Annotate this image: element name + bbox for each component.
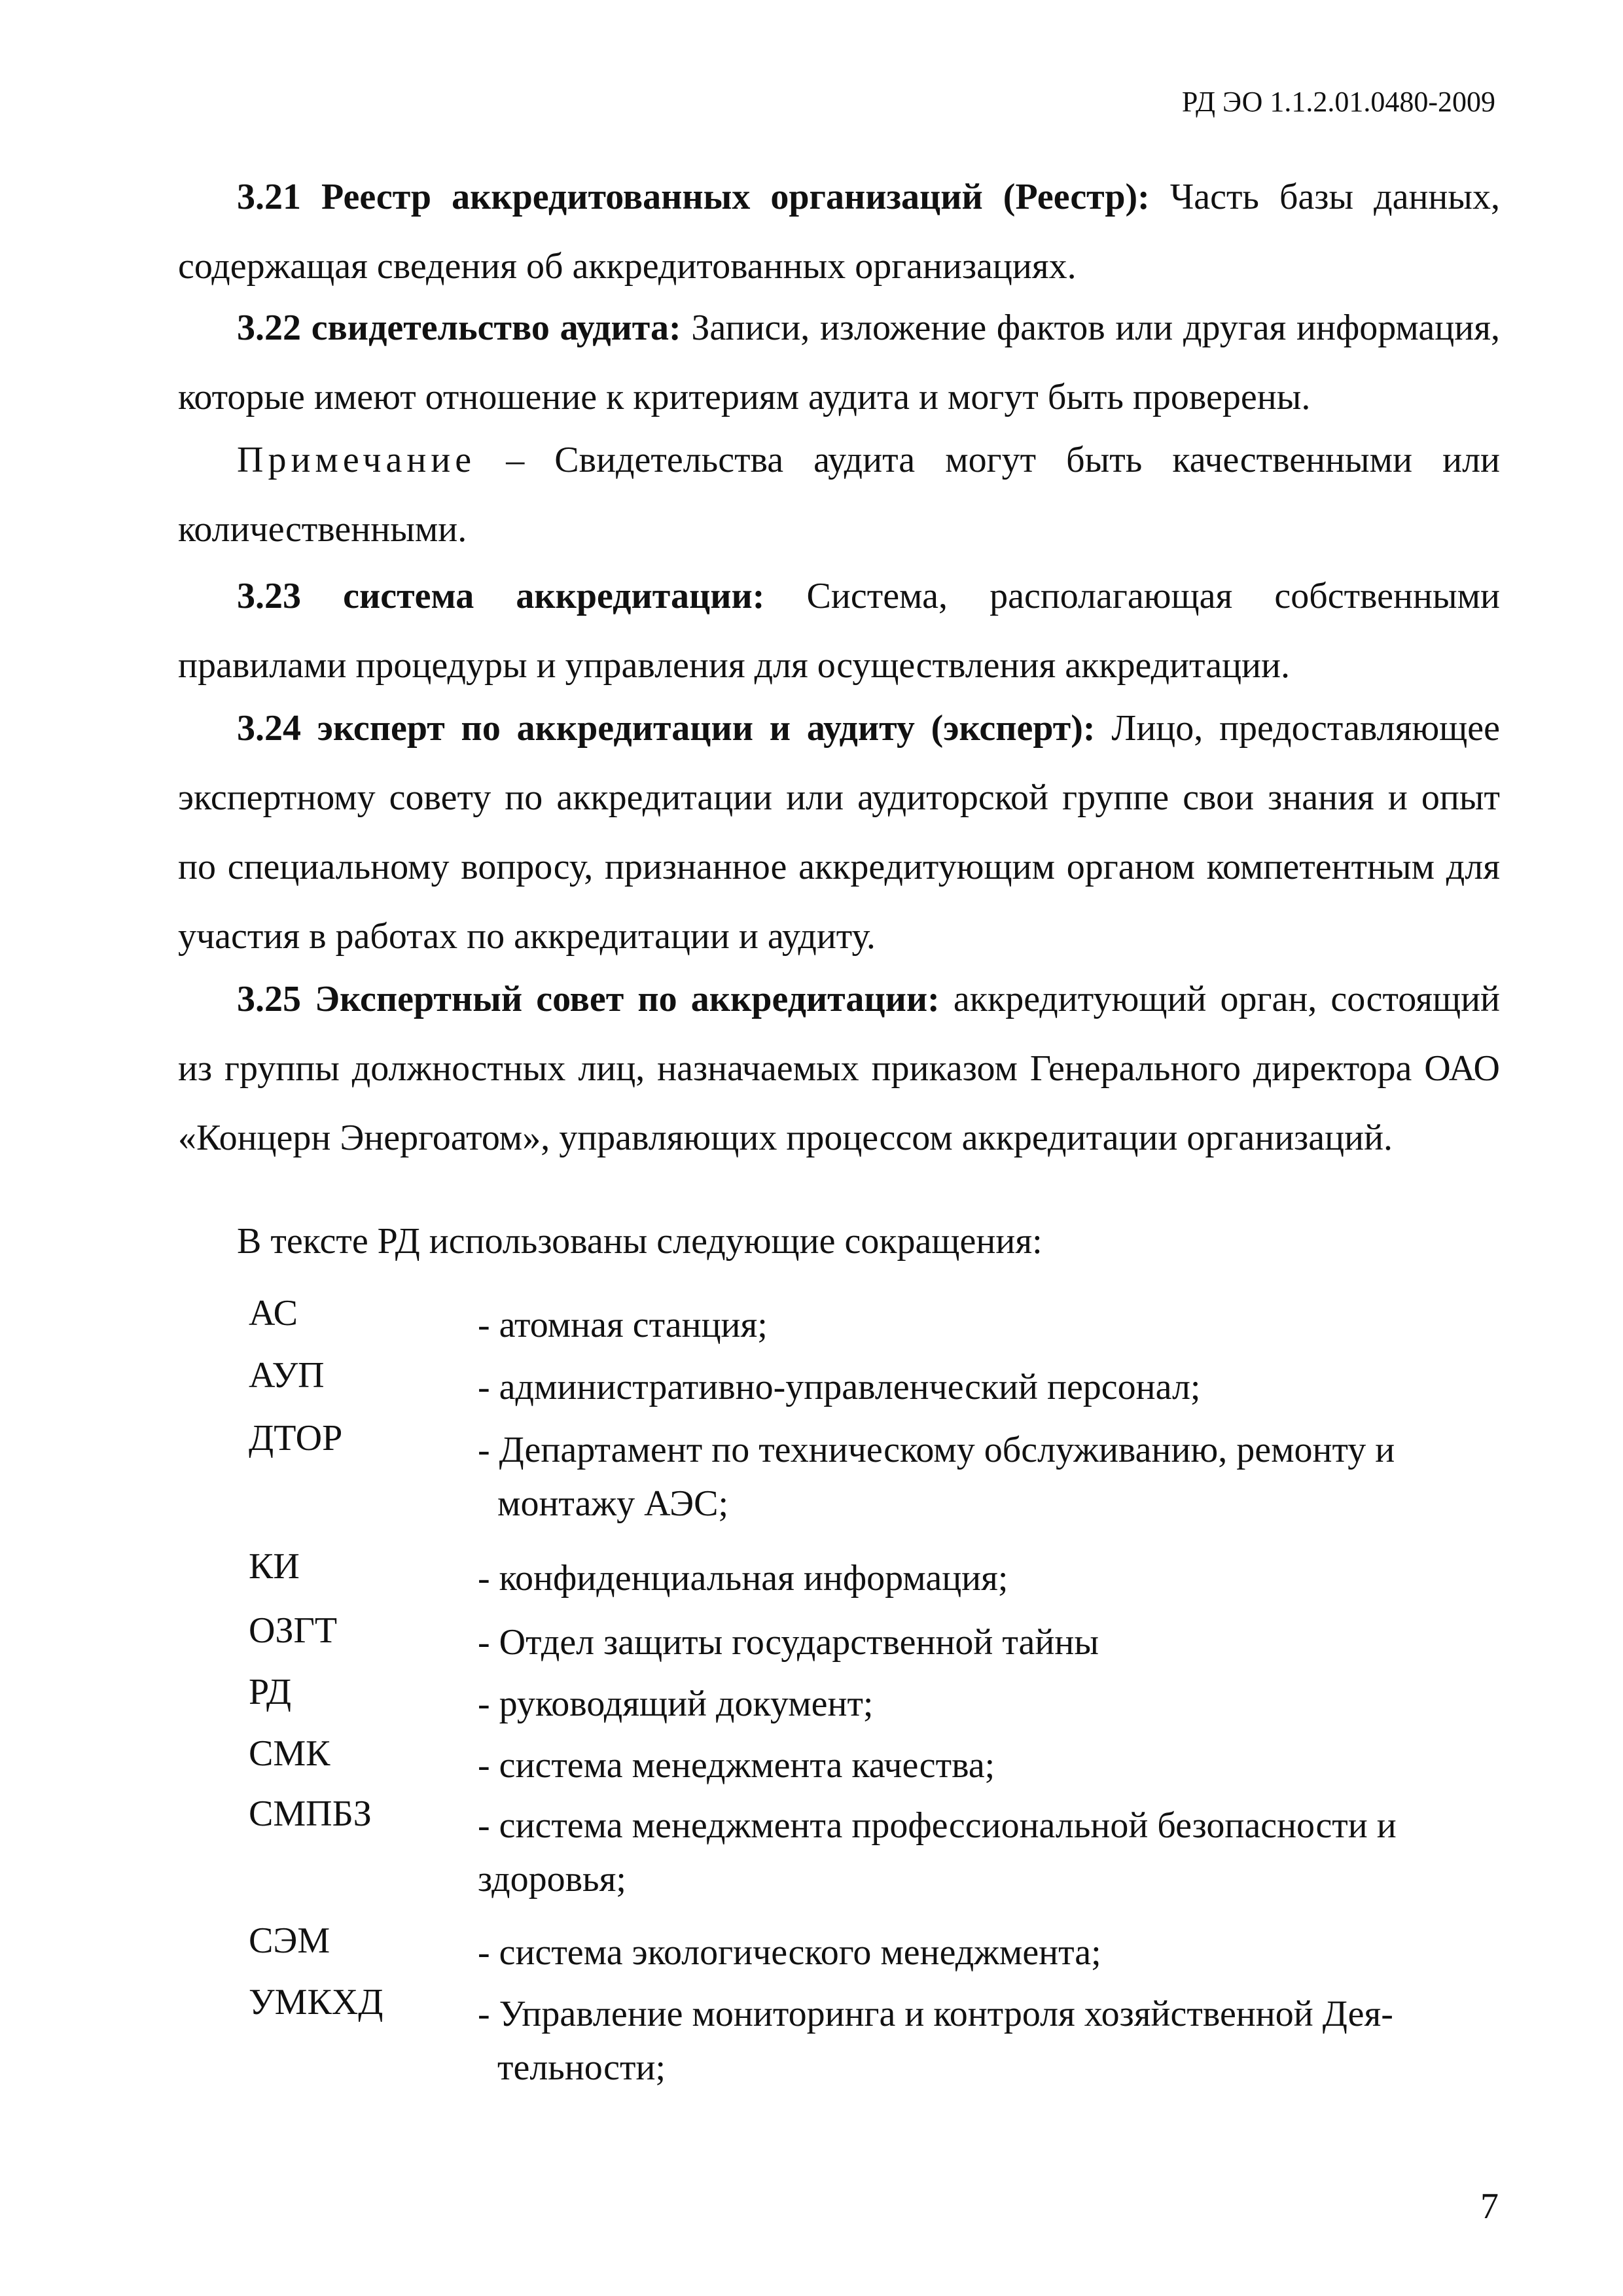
definition-term: 3.22 свидетельство аудита: (237, 308, 681, 348)
abbreviation-value: - конфиденциальная информация; (478, 1558, 1008, 1598)
definition-text: Лицо, предоставляющее экспертному совету по аккредитации или аудиторской группе свои знания и опыт по специальному вопросу, признанное аккредитующим органом компетентным для участия в работах по аккредитации и аудиту. (178, 708, 1500, 957)
definition-3-23 (178, 561, 1500, 700)
abbreviation-value: - атомная станция; (478, 1305, 768, 1345)
abbreviation-key: ОЗГТ (249, 1610, 338, 1651)
abbreviation-value-continuation: монтажу АЭС; (497, 1483, 729, 1524)
abbreviation-value: - система экологического менеджмента; (478, 1932, 1101, 1973)
abbreviation-value: - руководящий документ; (478, 1684, 874, 1724)
abbreviation-value: - Департамент по техническому обслуживанию, ремонту и (478, 1430, 1395, 1470)
definition-term: 3.23 система аккредитации: (237, 576, 765, 616)
definition-3-22 (178, 293, 1500, 432)
abbreviation-value: - система менеджмента профессиональной безопасности и (478, 1805, 1397, 1846)
abbreviation-key: СМПБЗ (249, 1793, 372, 1834)
abbreviations-intro: В тексте РД использованы следующие сокращения: (237, 1221, 1043, 1262)
document-code-header: РД ЭО 1.1.2.01.0480-2009 (1181, 86, 1495, 118)
abbreviation-value-continuation: тельности; (497, 2047, 666, 2088)
abbreviation-value: - система менеджмента качества; (478, 1745, 995, 1786)
abbreviation-key: СМК (249, 1733, 330, 1774)
abbreviation-key: УМКХД (249, 1982, 383, 2022)
definition-term: 3.21 Реестр аккредитованных организаций (Реестр): (237, 177, 1150, 217)
definition-text: аккредитующий орган, состоящий из группы должностных лиц, назначаемых приказом Генерального директора ОАО «Концерн Энергоатом», управляющих процессом аккредитации организаций. (178, 979, 1501, 1158)
definition-3-25 (178, 964, 1500, 1173)
abbreviation-key: АУП (249, 1355, 325, 1396)
abbreviation-value: - Управление мониторинга и контроля хозяйственной Дея- (478, 1994, 1393, 2034)
note-label: Примечание (237, 440, 476, 480)
definition-term: 3.24 эксперт по аккредитации и аудиту (эксперт): (237, 708, 1096, 749)
note-text: – Свидетельства аудита могут быть качественными или количественными. (178, 440, 1500, 550)
definition-term: 3.25 Экспертный совет по аккредитации: (237, 979, 940, 1019)
abbreviation-key: РД (249, 1672, 292, 1712)
definition-text: Система, располагающая собственными правилами процедуры и управления для осуществления аккредитации. (178, 576, 1500, 686)
abbreviation-key: КИ (249, 1546, 300, 1587)
abbreviation-key: СЭМ (249, 1920, 330, 1961)
abbreviation-value: - Отдел защиты государственной тайны (478, 1622, 1099, 1663)
abbreviation-value: - административно-управленческий персонал; (478, 1367, 1201, 1407)
abbreviation-key: АС (249, 1293, 298, 1333)
definition-note (178, 425, 1500, 564)
abbreviation-key: ДТОР (249, 1418, 343, 1458)
definition-3-21 (178, 162, 1500, 301)
definition-3-24 (178, 694, 1500, 971)
abbreviation-value-continuation: здоровья; (478, 1859, 626, 1899)
page-number: 7 (1480, 2186, 1499, 2227)
definition-text: Записи, изложение фактов или другая информация, которые имеют отношение к критериям аудита и могут быть проверены. (178, 308, 1500, 417)
definition-text: Часть базы данных, содержащая сведения об аккредитованных организациях. (178, 177, 1501, 287)
